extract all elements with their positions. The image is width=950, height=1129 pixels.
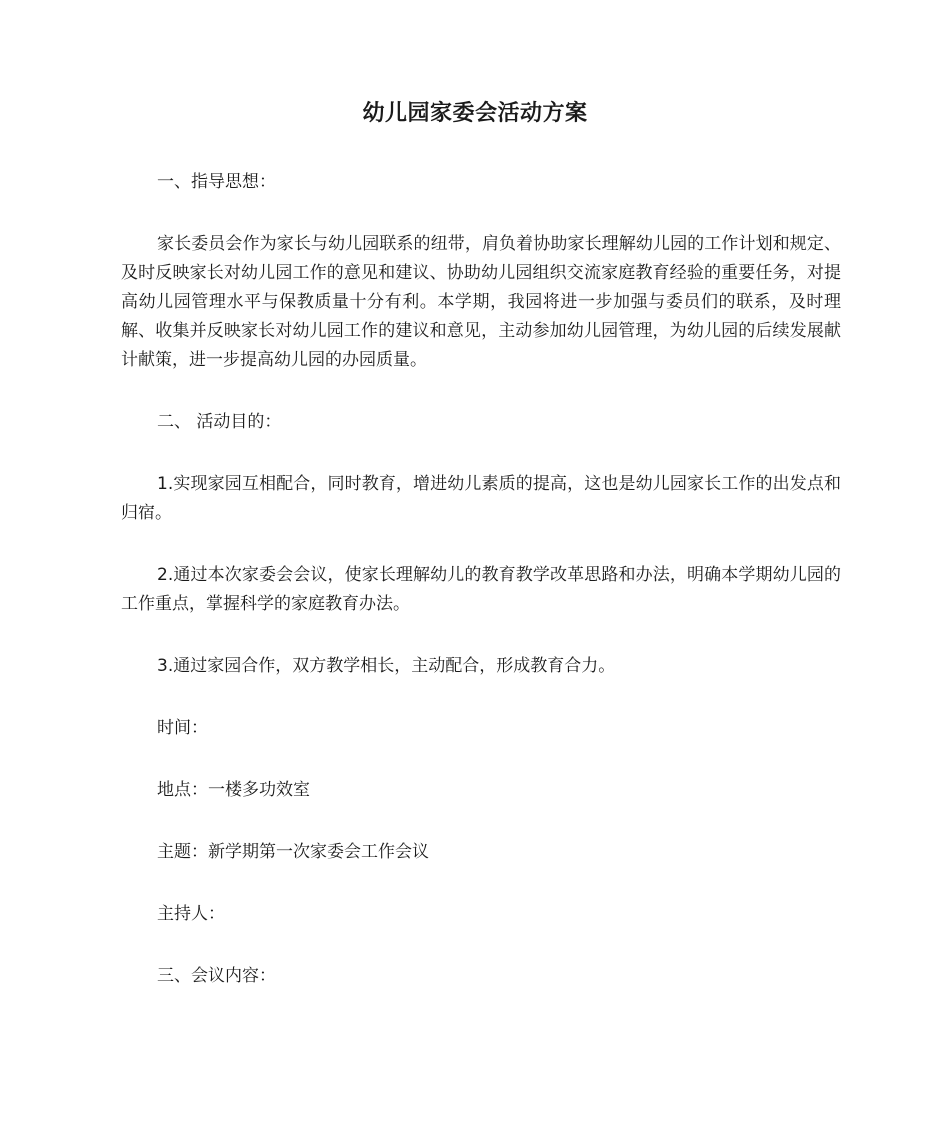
- document-body: [121, 168, 841, 1024]
- paragraph-guiding-ideology: 家长委员会作为家长与幼儿园联系的纽带，肩负着协助家长理解幼儿园的工作计划和规定、及时反映家长对幼儿园工作的意见和建议、协助幼儿园组织交流家庭教育经验的重要任务，对提高幼儿园管理水平与保教质量十分有利。本学期，我园将进一步加强与委员们的联系，及时理解、收集并反映家长对幼儿园工作的建议和意见，主动参加幼儿园管理，为幼儿园的后续发展献计献策，进一步提高幼儿园的办园质量。: [121, 234, 841, 370]
- purpose-item-3: 3.通过家园合作，双方教学相长，主动配合，形成教育合力。: [157, 656, 616, 676]
- meeting-location: 地点：一楼多功效室: [157, 780, 310, 800]
- meeting-theme: 主题：新学期第一次家委会工作会议: [157, 842, 429, 862]
- purpose-item-2: 2.通过本次家委会会议，使家长理解幼儿的教育教学改革思路和办法，明确本学期幼儿园的工作重点，掌握科学的家庭教育办法。: [121, 565, 841, 614]
- heading-guiding-ideology: 一、指导思想：: [157, 172, 276, 192]
- heading-activity-purpose: 二、 活动目的：: [157, 412, 282, 432]
- document-title: 幼儿园家委会活动方案: [362, 101, 588, 126]
- meeting-host: 主持人：: [157, 904, 225, 924]
- heading-meeting-content: 三、会议内容：: [157, 966, 276, 986]
- purpose-item-1: 1.实现家园互相配合，同时教育，增进幼儿素质的提高，这也是幼儿园家长工作的出发点和归宿。: [121, 474, 841, 523]
- meeting-time: 时间：: [157, 718, 208, 738]
